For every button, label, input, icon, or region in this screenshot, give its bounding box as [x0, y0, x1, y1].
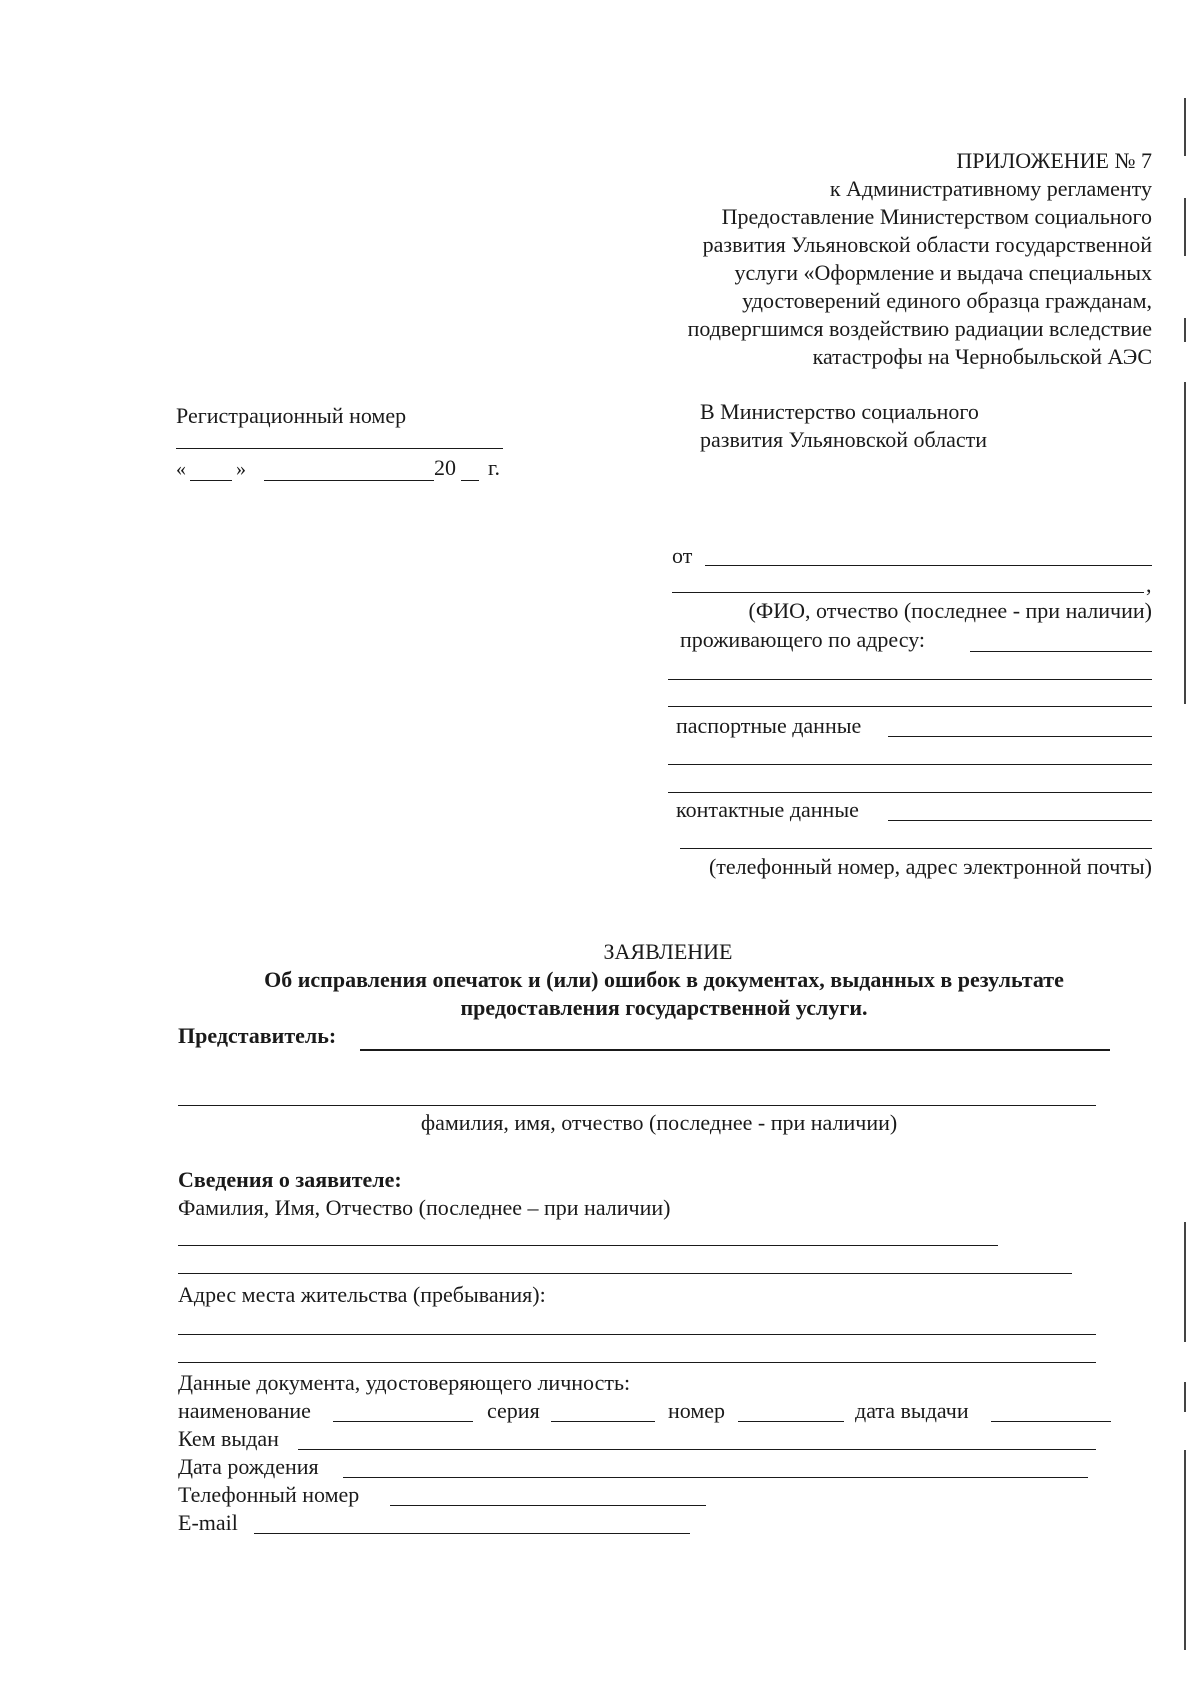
scan-edge-mark	[1184, 318, 1186, 342]
appendix-line: к Административному регламенту	[829, 176, 1152, 201]
id-doc-label: Данные документа, удостоверяющего личность:	[178, 1370, 631, 1395]
phone-line	[390, 1505, 706, 1506]
addressee-line: развития Ульяновской области	[700, 427, 988, 452]
applicant-address-line	[178, 1334, 1096, 1335]
scan-edge-mark	[1184, 98, 1186, 156]
contacts-label: контактные данные	[676, 797, 859, 822]
statement-subtitle: Об исправления опечаток и (или) ошибок в документах, выданных в результате	[264, 967, 1064, 992]
contacts-line-2	[680, 848, 1152, 849]
date-quote-close: »	[236, 458, 246, 480]
appendix-line: удостоверений единого образца гражданам,	[742, 288, 1152, 313]
scan-edge-mark	[1184, 382, 1186, 704]
applicant-fio-line	[178, 1245, 998, 1246]
date-year-prefix: 20	[434, 455, 456, 480]
birth-date-label: Дата рождения	[178, 1454, 319, 1479]
contacts-hint: (телефонный номер, адрес электронной почты)	[708, 854, 1152, 879]
residence-line-2	[668, 679, 1152, 680]
appendix-title: ПРИЛОЖЕНИЕ № 7	[956, 148, 1152, 173]
id-name-label: наименование	[178, 1398, 311, 1423]
date-year-line	[461, 480, 479, 481]
representative-line	[360, 1049, 1110, 1051]
applicant-fio-line-2	[178, 1273, 1072, 1274]
id-name-line	[333, 1421, 473, 1422]
from-line-2	[672, 592, 1144, 593]
id-series-label: серия	[487, 1398, 540, 1423]
phone-label: Телефонный номер	[178, 1482, 360, 1507]
passport-line-3	[668, 792, 1152, 793]
applicant-info-heading: Сведения о заявителе:	[178, 1167, 402, 1192]
id-series-line	[551, 1421, 655, 1422]
id-number-line	[738, 1421, 844, 1422]
passport-line-2	[668, 764, 1152, 765]
passport-line	[888, 736, 1152, 737]
residence-line-3	[668, 706, 1152, 707]
scan-edge-mark	[1184, 1450, 1186, 1650]
residence-line	[970, 651, 1152, 652]
statement-subtitle: предоставления государственной услуги.	[460, 995, 868, 1020]
applicant-address-label: Адрес места жительства (пребывания):	[178, 1282, 546, 1307]
email-label: E-mail	[178, 1510, 238, 1535]
id-issue-date-line	[991, 1421, 1111, 1422]
from-line	[705, 565, 1152, 566]
from-label: от	[672, 543, 693, 568]
registration-label: Регистрационный номер	[176, 403, 407, 428]
applicant-fio-label: Фамилия, Имя, Отчество (последнее – при наличии)	[178, 1195, 671, 1220]
appendix-line: подвергшимся воздействию радиации вследствие	[687, 316, 1152, 341]
date-month-line	[264, 480, 434, 481]
appendix-line: катастрофы на Чернобыльской АЭС	[812, 344, 1152, 369]
appendix-line: услуги «Оформление и выдача специальных	[734, 260, 1152, 285]
appendix-line: Предоставление Министерством социального	[721, 204, 1152, 229]
issued-by-line	[298, 1449, 1096, 1450]
fio-hint: (ФИО, отчество (последнее - при наличии)	[748, 598, 1152, 623]
id-number-label: номер	[668, 1398, 726, 1423]
residence-label: проживающего по адресу:	[680, 627, 926, 652]
statement-title: ЗАЯВЛЕНИЕ	[603, 939, 733, 964]
from-comma: ,	[1146, 572, 1152, 597]
scan-edge-mark	[1184, 198, 1186, 256]
registration-number-line	[176, 448, 503, 449]
issued-by-label: Кем выдан	[178, 1426, 279, 1451]
date-year-suffix: г.	[488, 455, 501, 480]
applicant-address-line-2	[178, 1362, 1096, 1363]
date-day-line	[190, 480, 232, 481]
addressee-line: В Министерство социального	[700, 399, 979, 424]
email-line	[254, 1533, 690, 1534]
birth-date-line	[343, 1477, 1088, 1478]
id-issue-date-label: дата выдачи	[855, 1398, 969, 1423]
contacts-line	[888, 820, 1152, 821]
representative-label: Представитель:	[178, 1023, 337, 1048]
scan-edge-mark	[1184, 1382, 1186, 1412]
date-quote-open: «	[176, 458, 186, 480]
appendix-line: развития Ульяновской области государственной	[702, 232, 1152, 257]
scan-edge-mark	[1184, 1222, 1186, 1342]
representative-line-2	[178, 1105, 1096, 1106]
representative-hint: фамилия, имя, отчество (последнее - при наличии)	[420, 1110, 898, 1135]
passport-label: паспортные данные	[676, 713, 862, 738]
